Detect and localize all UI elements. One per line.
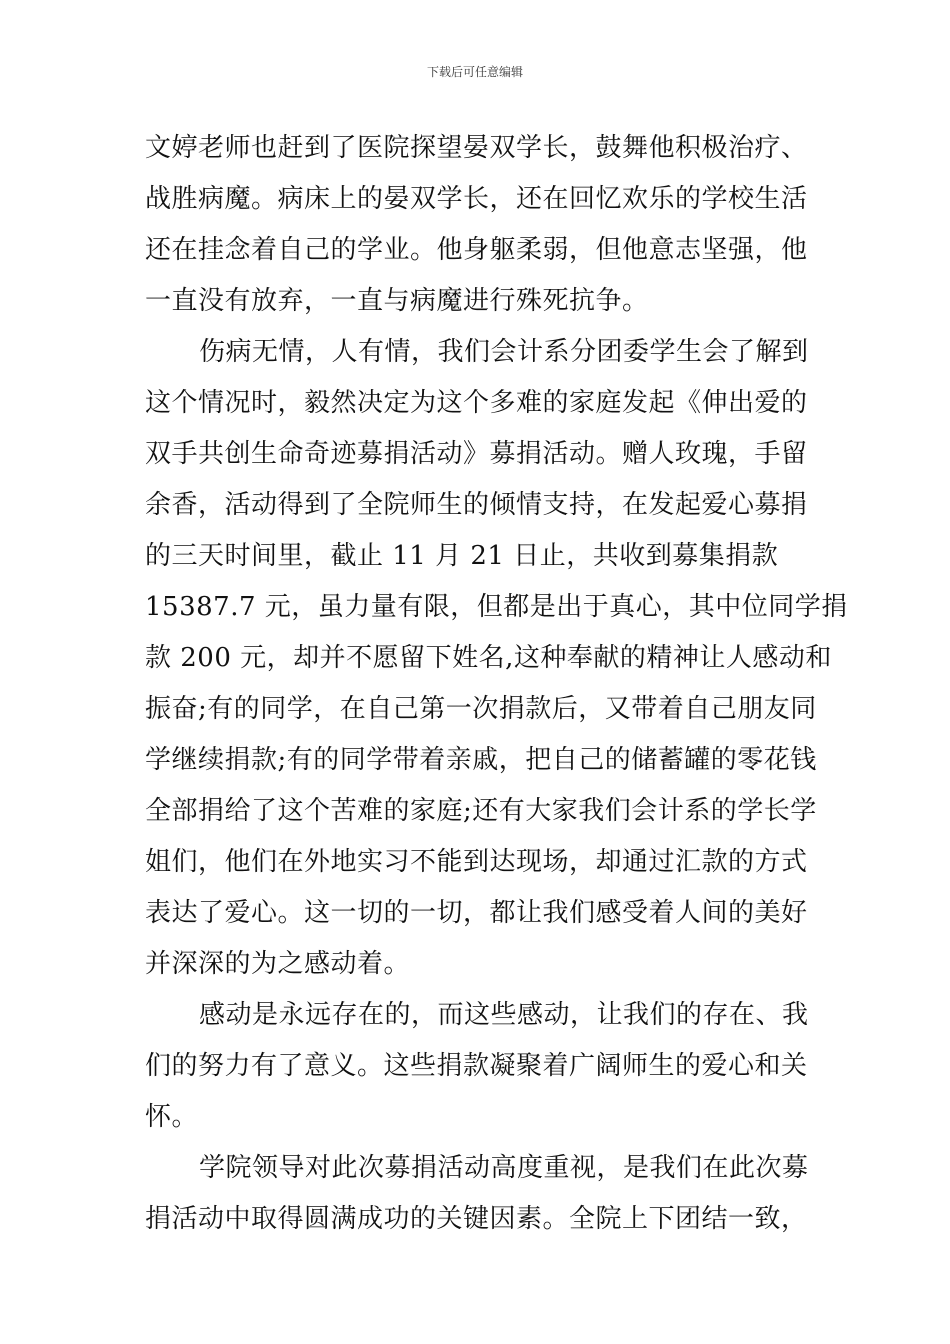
text-line: 还在挂念着自己的学业。他身躯柔弱，但他意志坚强，他 xyxy=(145,235,808,265)
text-line: 余香，活动得到了全院师生的倾情支持，在发起爱心募捐 xyxy=(145,490,808,520)
text-line: 们的努力有了意义。这些捐款凝聚着广阔师生的爱心和关 xyxy=(145,1051,808,1081)
text-line: 并深深的为之感动着。 xyxy=(145,949,411,979)
paragraph-first-line: 学院领导对此次募捐活动高度重视，是我们在此次募 xyxy=(199,1153,809,1183)
text-line: 这个情况时，毅然决定为这个多难的家庭发起《伸出爱的 xyxy=(145,388,808,418)
text-line: 振奋;有的同学，在自己第一次捐款后，又带着自己朋友同 xyxy=(145,694,817,724)
text-line: 姐们，他们在外地实习不能到达现场，却通过汇款的方式 xyxy=(145,847,808,877)
text-line: 双手共创生命奇迹募捐活动》募捐活动。赠人玫瑰，手留 xyxy=(145,439,808,469)
text-line: 全部捐给了这个苦难的家庭;还有大家我们会计系的学长学 xyxy=(145,796,817,826)
paragraph-first-line: 感动是永远存在的，而这些感动，让我们的存在、我 xyxy=(199,1000,809,1030)
text-line: 战胜病魔。病床上的晏双学长，还在回忆欢乐的学校生活 xyxy=(145,184,808,214)
text-line: 一直没有放弃，一直与病魔进行殊死抗争。 xyxy=(145,286,649,316)
paragraph-first-line: 伤病无情，人有情，我们会计系分团委学生会了解到 xyxy=(199,337,809,367)
text-line: 15387.7 元，虽力量有限，但都是出于真心，其中位同学捐 xyxy=(145,592,848,622)
text-line: 捐活动中取得圆满成功的关键因素。全院上下团结一致， xyxy=(145,1204,808,1234)
text-line: 表达了爱心。这一切的一切，都让我们感受着人间的美好 xyxy=(145,898,808,928)
text-line: 文婷老师也赶到了医院探望晏双学长，鼓舞他积极治疗、 xyxy=(145,133,808,163)
document-body xyxy=(145,123,848,1245)
text-line: 怀。 xyxy=(145,1102,199,1132)
page-header: 下载后可任意编辑 xyxy=(426,65,523,79)
text-line: 的三天时间里，截止 11 月 21 日止，共收到募集捐款 xyxy=(145,541,779,571)
text-line: 款 200 元，却并不愿留下姓名,这种奉献的精神让人感动和 xyxy=(145,643,832,673)
text-line: 学继续捐款;有的同学带着亲戚，把自己的储蓄罐的零花钱 xyxy=(145,745,817,775)
